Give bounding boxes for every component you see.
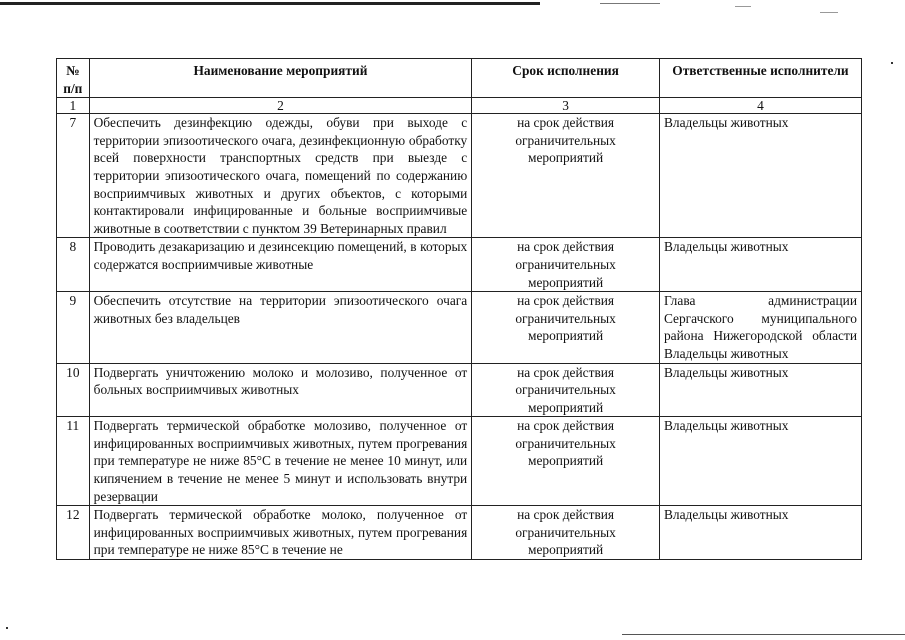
measure-name: Проводить дезакаризацию и дезинсекцию помещений, в которых содержатся восприимчивые животные	[89, 238, 472, 292]
column-index: 4	[659, 98, 861, 114]
row-number: 9	[57, 292, 90, 363]
measure-term: на срок действия ограничительных мероприятий	[472, 417, 660, 506]
measure-name: Подвергать уничтожению молоко и молозиво, полученное от больных восприимчивых животных	[89, 363, 472, 417]
measure-responsible: Владельцы животных	[659, 238, 861, 292]
scan-artifact-top-line	[0, 2, 540, 5]
measure-term: на срок действия ограничительных мероприятий	[472, 238, 660, 292]
header-name: Наименование мероприятий	[89, 59, 472, 98]
row-number: 12	[57, 506, 90, 560]
scan-artifact-dash	[735, 6, 751, 7]
table-row	[57, 417, 862, 506]
column-index: 2	[89, 98, 472, 114]
scan-artifact-dot	[891, 62, 893, 64]
measure-term: на срок действия ограничительных мероприятий	[472, 363, 660, 417]
table-header-row	[57, 59, 862, 98]
row-number: 7	[57, 114, 90, 238]
column-index-row	[57, 98, 862, 114]
table-row	[57, 114, 862, 238]
measure-responsible: Владельцы животных	[659, 506, 861, 560]
table-row	[57, 292, 862, 363]
measure-responsible: Владельцы животных	[659, 417, 861, 506]
header-num: № п/п	[57, 59, 90, 98]
column-index: 1	[57, 98, 90, 114]
measure-responsible: Владельцы животных	[659, 363, 861, 417]
header-term: Срок исполнения	[472, 59, 660, 98]
measure-name: Подвергать термической обработке молозиво, полученное от инфицированных восприимчивых животных, путем прогревания при температуре не ниже 85°С в течение не менее 10 минут, или кипячением в течение не менее 5 минут и использовать внутри резервации	[89, 417, 472, 506]
measure-name: Обеспечить дезинфекцию одежды, обуви при выходе с территории эпизоотического очага, дезинфекционную обработку всей поверхности транспортных средств при выезде с территории эпизоотического очага, помещений по содержанию восприимчивых животных и других объектов, с которыми контактировали инфицированные и больные восприимчивые животные в соответствии с пунктом 39 Ветеринарных правил	[89, 114, 472, 238]
row-number: 10	[57, 363, 90, 417]
table-row	[57, 238, 862, 292]
scan-artifact-bottom-line	[622, 634, 905, 635]
measure-term: на срок действия ограничительных мероприятий	[472, 292, 660, 363]
measures-table	[56, 58, 862, 560]
scan-artifact-dot	[6, 627, 8, 629]
scan-artifact-line	[600, 3, 660, 4]
row-number: 11	[57, 417, 90, 506]
table-row	[57, 363, 862, 417]
measure-name: Подвергать термической обработке молоко, полученное от инфицированных восприимчивых животных, путем прогревания при температуре не ниже 85°С в течение не	[89, 506, 472, 560]
measure-term: на срок действия ограничительных мероприятий	[472, 506, 660, 560]
measure-name: Обеспечить отсутствие на территории эпизоотического очага животных без владельцев	[89, 292, 472, 363]
measure-term: на срок действия ограничительных мероприятий	[472, 114, 660, 238]
header-resp: Ответственные исполнители	[659, 59, 861, 98]
column-index: 3	[472, 98, 660, 114]
table-row	[57, 506, 862, 560]
measure-responsible: Владельцы животных	[659, 114, 861, 238]
measure-responsible: Глава администрации Сергачского муниципального района Нижегородской области Владельцы животных	[659, 292, 861, 363]
row-number: 8	[57, 238, 90, 292]
scan-artifact-dash	[820, 12, 838, 13]
